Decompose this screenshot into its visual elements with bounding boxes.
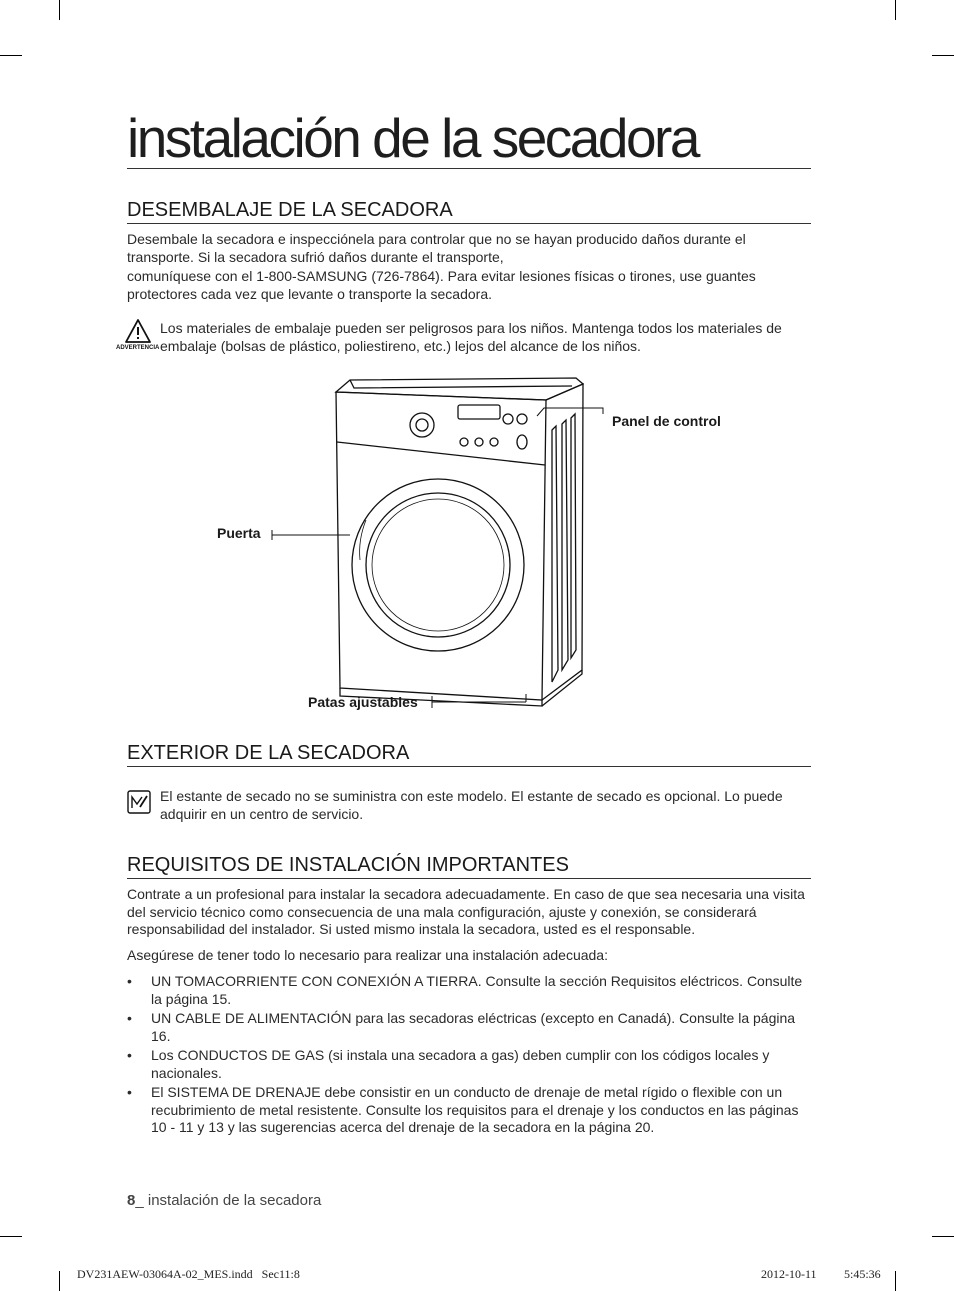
section-heading-exterior: EXTERIOR DE LA SECADORA: [127, 741, 811, 767]
warning-block: [116, 318, 811, 358]
page-number: 8: [127, 1192, 136, 1209]
crop-mark: [59, 1271, 60, 1291]
section-heading-unpacking: DESEMBALAJE DE LA SECADORA: [127, 198, 811, 224]
warning-label: ADVERTENCIA: [116, 345, 160, 351]
label-adjustable-legs: Patas ajustables: [308, 694, 418, 710]
slug-file: DV231AEW-03064A-02_MES.indd Sec11:8: [77, 1267, 300, 1281]
bullet-icon: •: [127, 973, 132, 989]
list-item: • UN TOMACORRIENTE CON CONEXIÓN A TIERRA. Consulte la sección Requisitos eléctricos. Consulte la página 15.: [127, 973, 803, 1007]
requirements-paragraph-2: Asegúrese de tener todo lo necesario para realizar una instalación adecuada:: [127, 947, 608, 963]
footer-section-name: instalación de la secadora: [147, 1192, 322, 1209]
crop-mark: [0, 1236, 22, 1237]
page-footer: [127, 1192, 321, 1209]
list-item: • UN CABLE DE ALIMENTACIÓN para las secadoras eléctricas (excepto en Canadá). Consulte la página 16.: [127, 1010, 796, 1044]
warning-text: Los materiales de embalaje pueden ser peligrosos para los niños. Mantenga todos los materiales de embalaje (bolsas de plástico, poliestireno, etc.) lejos del alcance de los niños.: [160, 320, 782, 354]
crop-mark: [895, 0, 896, 20]
list-item: • El SISTEMA DE DRENAJE debe consistir en un conducto de drenaje de metal rígido o flexible con un recubrimiento de metal resistente. Consulte los requisitos para el drenaje y los conductos en las páginas 10 - 11 y 13 y las sugerencias acerca del drenaje de la secadora en la página 20.: [127, 1084, 799, 1135]
unpacking-paragraph-1: Desembale la secadora e inspecciónela para controlar que no se hayan producido daños durante el transporte. Si la secadora sufrió daños durante el transporte,: [127, 231, 746, 265]
bullet-icon: •: [127, 1010, 132, 1026]
bullet-icon: •: [127, 1047, 132, 1063]
note-icon: [127, 790, 151, 814]
page-title: instalación de la secadora: [127, 108, 811, 169]
slug-time: 5:45:36: [844, 1267, 881, 1281]
crop-mark: [59, 0, 60, 20]
crop-mark: [895, 1271, 896, 1291]
note-text: El estante de secado no se suministra con este modelo. El estante de secado es opcional. Lo puede adquirir en un centro de servicio.: [160, 788, 783, 822]
list-item: • Los CONDUCTOS DE GAS (si instala una secadora a gas) deben cumplir con los códigos locales y nacionales.: [127, 1047, 770, 1081]
bullet-icon: •: [127, 1084, 132, 1100]
requirements-paragraph-1: Contrate a un profesional para instalar la secadora adecuadamente. En caso de que sea necesaria una visita del servicio técnico como consecuencia de una mala configuración, ajuste y conexión, se considerará responsabilidad del instalador. Si usted mismo instala la secadora, usted es el responsable.: [127, 886, 805, 937]
label-door: Puerta: [217, 525, 261, 541]
crop-mark: [0, 55, 22, 56]
section-heading-requirements: REQUISITOS DE INSTALACIÓN IMPORTANTES: [127, 853, 811, 879]
requirements-list: [127, 973, 811, 1139]
note-block: [127, 788, 811, 828]
warning-icon: [116, 318, 160, 354]
unpacking-paragraph-2: comuníquese con el 1-800-SAMSUNG (726-7864). Para evitar lesiones físicas o tirones, use guantes protectores cada vez que levante o transporte la secadora.: [127, 268, 756, 302]
crop-mark: [932, 1236, 954, 1237]
dryer-diagram: [200, 370, 760, 720]
slug-date: 2012-10-11: [761, 1267, 817, 1281]
label-control-panel: Panel de control: [612, 413, 721, 429]
crop-mark: [932, 55, 954, 56]
footer-separator: _: [135, 1192, 148, 1209]
